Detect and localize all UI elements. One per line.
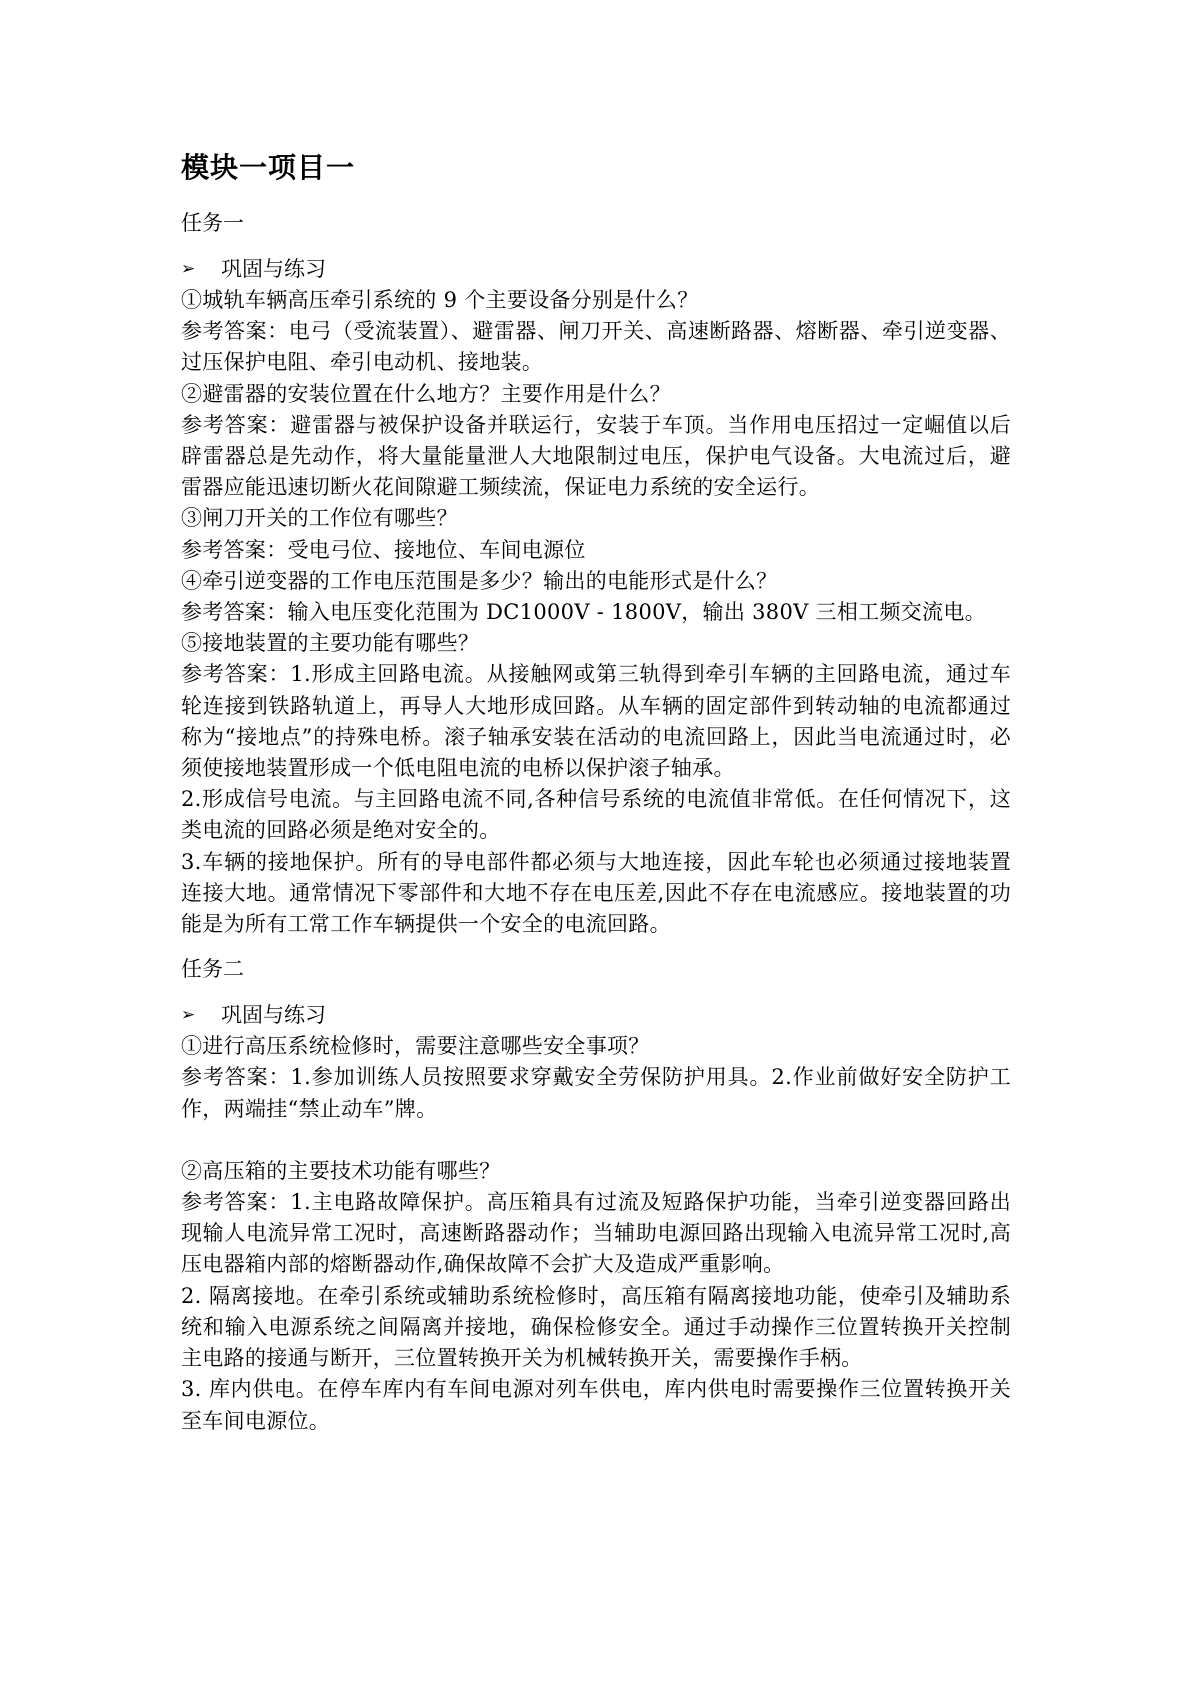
question-1: ①进行高压系统检修时，需要注意哪些安全事项？ bbox=[181, 1034, 650, 1059]
task-2-section-heading bbox=[181, 1000, 1011, 1031]
section-label: 巩固与练习 bbox=[221, 257, 326, 281]
answer-2-part-1: 参考答案：1.主电路故障保护。高压箱具有过流及短路保护功能，当牵引逆变器回路出现输人电流异常工况时，高速断路器动作；当辅助电源回路出现输入电流异常工况时,高压电器箱内部的熔断器动作,确保故障不会扩大及造成严重影响。 bbox=[181, 1190, 1011, 1277]
question-4: ④牵引逆变器的工作电压范围是多少？输出的电能形式是什么？ bbox=[181, 568, 778, 593]
task-1-heading: 任务一 bbox=[181, 211, 244, 235]
answer-3: 参考答案：受电弓位、接地位、车间电源位 bbox=[181, 537, 586, 562]
answer-5-part-1: 参考答案：1.形成主回路电流。从接触网或第三轨得到牵引车辆的主回路电流，通过车轮连接到铁路轨道上，再导人大地形成回路。从车辆的固定部件到转动轴的电流都通过称为“接地点”的持殊电桥。滚子轴承安装在活动的电流回路上，因此当电流通过时，必须使接地装置形成一个低电阻电流的电桥以保护滚子轴承。 bbox=[181, 662, 1011, 781]
question-3: ③闸刀开关的工作位有哪些？ bbox=[181, 506, 458, 531]
answer-1: 参考答案：1.参加训练人员按照要求穿戴安全劳保防护用具。2.作业前做好安全防护工作，两端挂“禁止动车”牌。 bbox=[181, 1065, 1011, 1121]
answer-5-part-2: 2.形成信号电流。与主回路电流不同,各种信号系统的电流值非常低。在任何情况下，这类电流的回路必须是绝对安全的。 bbox=[181, 787, 1011, 843]
question-2: ②避雷器的安装位置在什么地方？主要作用是什么？ bbox=[181, 381, 671, 406]
arrow-bullet-icon: ➢ bbox=[181, 1005, 196, 1026]
question-1: ①城轨车辆高压牵引系统的 9 个主要设备分别是什么？ bbox=[181, 288, 699, 312]
answer-1: 参考答案：电弓（受流装置）、避雷器、闸刀开关、高速断路器、熔断器、牵引逆变器、过压保护电阻、牵引电动机、接地装。 bbox=[181, 319, 1011, 375]
arrow-bullet-icon: ➢ bbox=[181, 259, 196, 279]
task-2-heading: 任务二 bbox=[181, 957, 244, 982]
answer-4: 参考答案：输入电压变化范围为 DC1000V - 1800V，输出 380V 三相工频交流电。 bbox=[181, 600, 986, 625]
answer-5-part-3: 3.车辆的接地保护。所有的导电部件都必须与大地连接，因此车轮也必须通过接地装置连接大地。通常情况下零部件和大地不存在电压差,因此不存在电流感应。接地装置的功能是为所有工常工作车辆提供一个安全的电流回路。 bbox=[181, 849, 1011, 937]
document-page bbox=[181, 148, 1011, 1437]
answer-2-part-3: 3. 库内供电。在停车库内有车间电源对列车供电，库内供电时需要操作三位置转换开关至车间电源位。 bbox=[181, 1377, 1011, 1433]
question-5: ⑤接地装置的主要功能有哪些？ bbox=[181, 631, 480, 656]
question-2: ②高压箱的主要技术功能有哪些？ bbox=[181, 1158, 501, 1183]
task-1-section-heading bbox=[181, 254, 1011, 285]
section-label: 巩固与练习 bbox=[221, 1003, 326, 1028]
blank-line bbox=[181, 1125, 1011, 1156]
answer-2: 参考答案：避雷器与被保护设备并联运行，安装于车顶。当作用电压招过一定崛值以后辟雷器总是先动作，将大量能量泄人大地限制过电压，保护电气设备。大电流过后，避雷器应能迅速切断火花间隙避工频续流，保证电力系统的安全运行。 bbox=[181, 412, 1011, 500]
document-title: 模块一项目一 bbox=[181, 151, 356, 184]
answer-2-part-2: 2. 隔离接地。在牵引系统或辅助系统检修时，高压箱有隔离接地功能，使牵引及辅助系统和输入电源系统之间隔离并接地，确保检修安全。通过手动操作三位置转换开关控制主电路的接通与断开，三位置转换开关为机械转换开关，需要操作手柄。 bbox=[181, 1283, 1011, 1371]
